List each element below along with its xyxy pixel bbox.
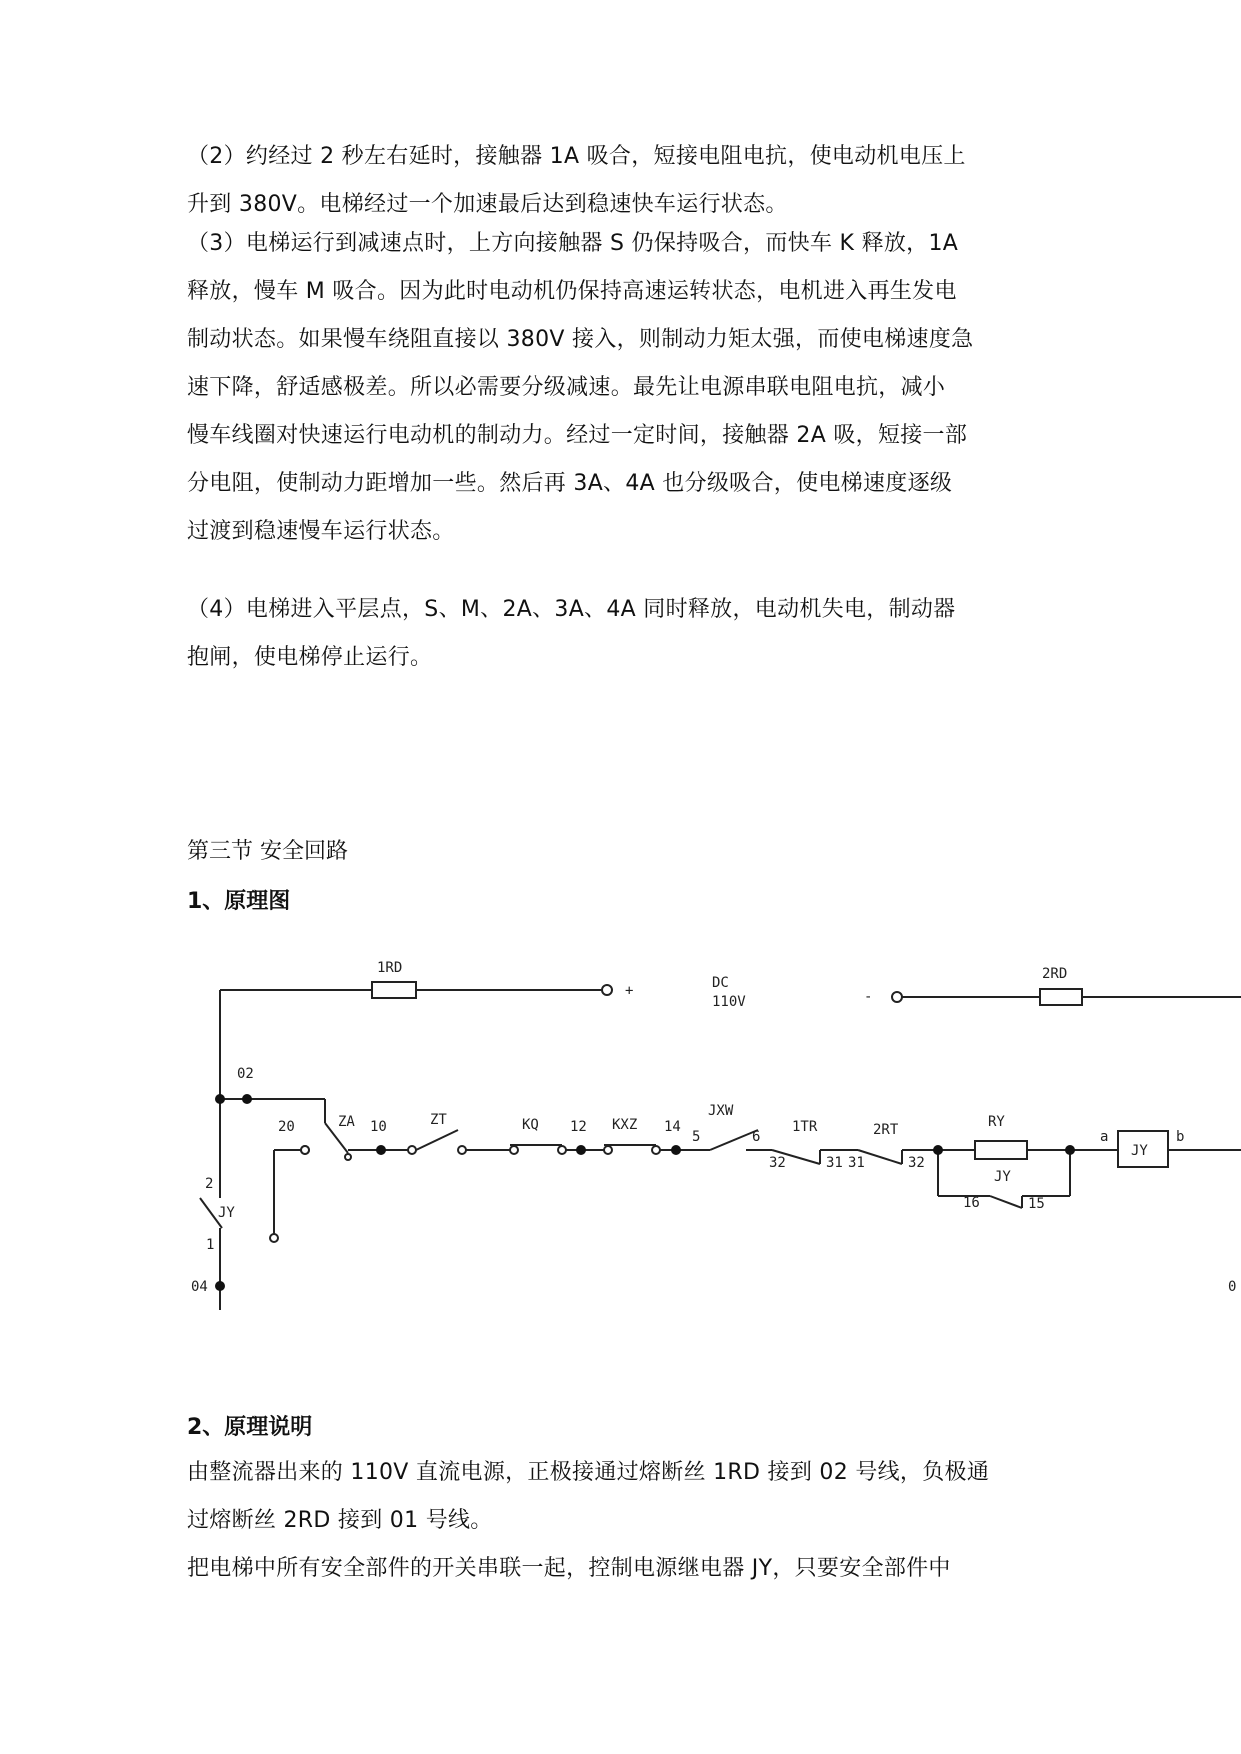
- label-dc: DC: [712, 975, 729, 991]
- text-line: 分电阻，使制动力距增加一些。然后再 3A、4A 也分级吸合，使电梯速度逐级: [187, 471, 953, 496]
- label-2: 2: [205, 1176, 214, 1192]
- label-b: b: [1176, 1129, 1185, 1145]
- label-16: 16: [963, 1195, 980, 1211]
- label-1: 1: [206, 1237, 215, 1253]
- label-32b: 32: [908, 1155, 925, 1171]
- resistor-ry: [975, 1141, 1027, 1159]
- label-2rd: 2RD: [1042, 966, 1068, 982]
- label-6: 6: [752, 1129, 761, 1145]
- paragraph-step2: [187, 133, 1055, 229]
- text-line: 把电梯中所有安全部件的开关串联一起，控制电源继电器 JY，只要安全部件中: [187, 1556, 951, 1581]
- label-12: 12: [570, 1119, 587, 1135]
- label-plus: +: [625, 983, 634, 999]
- label-02: 02: [237, 1066, 254, 1082]
- paragraph-step3: [187, 220, 1055, 556]
- text-line: 抱闸，使电梯停止运行。: [187, 645, 433, 670]
- subheading-explanation: 2、原理说明: [187, 1415, 313, 1440]
- terminal-minus: [892, 992, 902, 1002]
- label-31b: 31: [848, 1155, 865, 1171]
- label-15: 15: [1028, 1196, 1045, 1212]
- text-line: 慢车线圈对快速运行电动机的制动力。经过一定时间，接触器 2A 吸，短接一部: [187, 423, 968, 448]
- text-line: 过渡到稳速慢车运行状态。: [187, 519, 455, 544]
- text-line: 释放，慢车 M 吸合。因为此时电动机仍保持高速运转状态，电机进入再生发电: [187, 279, 957, 304]
- paragraph-explanation: [187, 1449, 1055, 1593]
- label-jy-left: JY: [218, 1205, 235, 1221]
- text-line: （4）电梯进入平层点，S、M、2A、3A、4A 同时释放，电动机失电，制动器: [187, 597, 956, 622]
- text-line: 过熔断丝 2RD 接到 01 号线。: [187, 1508, 493, 1533]
- label-32a: 32: [769, 1155, 786, 1171]
- text-line: 速下降，舒适感极差。所以必需要分级减速。最先让电源串联电阻电抗，减小: [187, 375, 946, 400]
- label-5: 5: [692, 1129, 701, 1145]
- safety-circuit-diagram: [0, 950, 1241, 1330]
- text-line: 升到 380V。电梯经过一个加速最后达到稳速快车运行状态。: [187, 192, 788, 217]
- label-jxw: JXW: [708, 1103, 734, 1119]
- label-0-right: 0: [1228, 1279, 1237, 1295]
- fuse-2rd: [1040, 989, 1082, 1005]
- label-minus: -: [864, 989, 873, 1005]
- label-20: 20: [278, 1119, 295, 1135]
- label-ry: RY: [988, 1114, 1005, 1130]
- terminal-plus: [602, 985, 612, 995]
- label-jy-parallel: JY: [994, 1169, 1011, 1185]
- label-04: 04: [191, 1279, 208, 1295]
- fuse-1rd: [372, 982, 416, 998]
- label-kq: KQ: [522, 1117, 539, 1133]
- label-zt: ZT: [430, 1112, 447, 1128]
- label-110v: 110V: [712, 994, 746, 1010]
- label-a: a: [1100, 1129, 1109, 1145]
- label-1tr: 1TR: [792, 1119, 818, 1135]
- label-za: ZA: [338, 1114, 355, 1130]
- text-line: 由整流器出来的 110V 直流电源，正极接通过熔断丝 1RD 接到 02 号线，负极通: [187, 1460, 990, 1485]
- text-line: （2）约经过 2 秒左右延时，接触器 1A 吸合，短接电阻电抗，使电动机电压上: [187, 144, 966, 169]
- paragraph-step4: [187, 586, 1055, 682]
- label-kxz: KXZ: [612, 1117, 638, 1133]
- label-10: 10: [370, 1119, 387, 1135]
- label-coil-jy: JY: [1131, 1143, 1148, 1159]
- text-line: 制动状态。如果慢车绕阻直接以 380V 接入，则制动力矩太强，而使电梯速度急: [187, 327, 974, 352]
- subheading-diagram: 1、原理图: [187, 889, 291, 914]
- label-2rt: 2RT: [873, 1122, 899, 1138]
- label-1rd: 1RD: [377, 960, 403, 976]
- text-line: （3）电梯运行到减速点时，上方向接触器 S 仍保持吸合，而快车 K 释放，1A: [187, 231, 959, 256]
- label-31a: 31: [826, 1155, 843, 1171]
- label-14: 14: [664, 1119, 681, 1135]
- section-title: 第三节 安全回路: [187, 839, 348, 864]
